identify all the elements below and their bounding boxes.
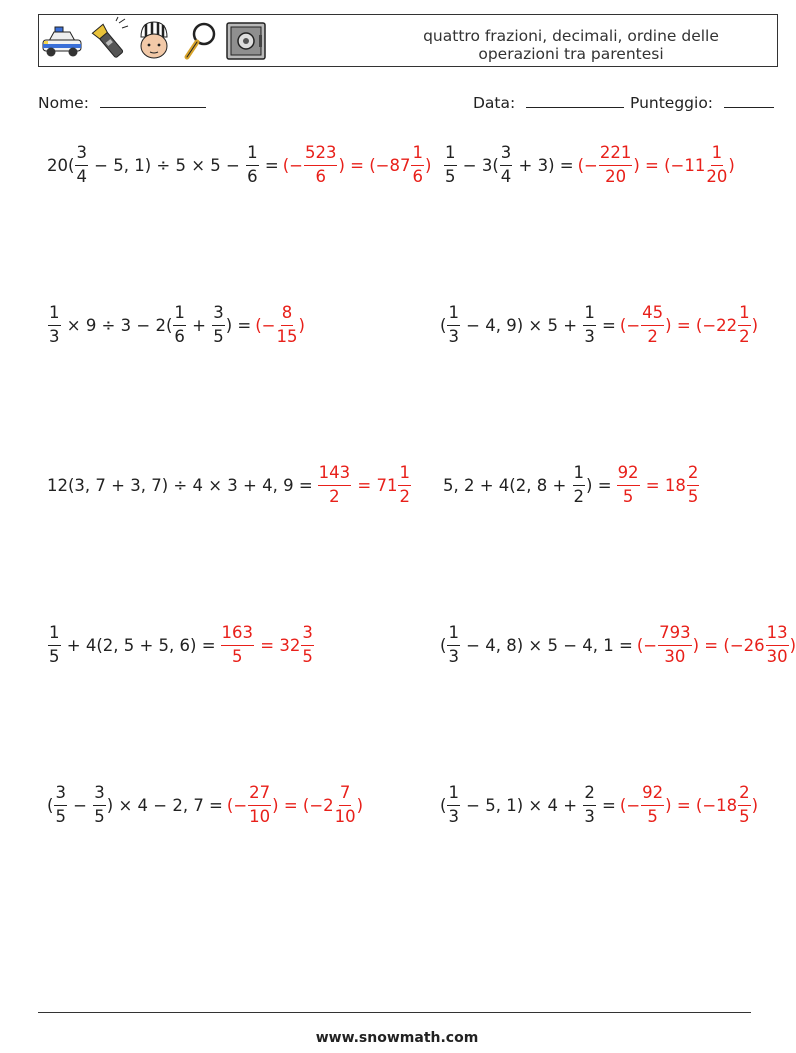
fraction xyxy=(304,145,338,185)
math-text: (− xyxy=(636,635,658,655)
fraction xyxy=(617,465,640,505)
fraction-numerator: 221 xyxy=(599,145,633,166)
problem-expression xyxy=(47,145,279,185)
fraction xyxy=(641,785,664,825)
problem-7 xyxy=(47,625,315,665)
math-text: = xyxy=(596,795,616,815)
problem-answer xyxy=(637,625,796,665)
fraction-denominator: 6 xyxy=(247,166,258,186)
fraction-numerator: 3 xyxy=(212,305,225,326)
fraction-denominator: 3 xyxy=(448,646,459,666)
fraction-denominator: 2 xyxy=(647,326,658,346)
math-text: ( xyxy=(440,795,447,815)
problem-1 xyxy=(47,145,431,185)
fraction-numerator: 27 xyxy=(248,785,271,806)
math-text: = xyxy=(596,315,616,335)
fraction-denominator: 30 xyxy=(664,646,686,666)
problem-answer xyxy=(227,785,363,825)
worksheet-title xyxy=(401,27,741,63)
math-text: ) xyxy=(424,155,432,175)
fraction-denominator: 4 xyxy=(76,166,87,186)
fraction-denominator: 3 xyxy=(584,806,595,826)
fraction-numerator: 1 xyxy=(711,145,724,166)
fraction-numerator: 523 xyxy=(304,145,338,166)
math-text: ) xyxy=(356,795,364,815)
fraction-denominator: 3 xyxy=(448,806,459,826)
fraction-denominator: 6 xyxy=(412,166,423,186)
fraction-numerator: 92 xyxy=(641,785,664,806)
problem-answer xyxy=(620,305,758,345)
fraction-denominator: 2 xyxy=(573,486,585,506)
fraction xyxy=(447,305,460,345)
math-text: = 71 xyxy=(352,475,398,495)
fraction xyxy=(301,625,314,665)
math-text: ) xyxy=(751,315,759,335)
fraction xyxy=(221,625,255,665)
math-text: = 18 xyxy=(640,475,686,495)
fraction xyxy=(48,305,61,345)
math-text: (− xyxy=(282,155,303,175)
math-text: + 4(2, 5 + 5, 6) = xyxy=(61,635,216,655)
problem-expression xyxy=(47,305,251,345)
score-field xyxy=(630,93,774,112)
math-text: ( xyxy=(440,315,447,335)
fraction-numerator: 13 xyxy=(766,625,789,646)
math-text: (− xyxy=(619,795,641,815)
fraction-denominator: 2 xyxy=(399,486,410,506)
fraction-numerator: 1 xyxy=(447,305,460,326)
fraction-numerator: 45 xyxy=(641,305,664,326)
fraction xyxy=(599,145,633,185)
fraction-numerator: 3 xyxy=(301,625,314,646)
score-label: Punteggio: xyxy=(630,94,714,112)
math-text: − 3( xyxy=(457,155,499,175)
fraction xyxy=(75,145,88,185)
math-text: 12(3, 7 + 3, 7) ÷ 4 × 3 + 4, 9 = xyxy=(47,475,313,495)
name-blank[interactable] xyxy=(100,93,206,108)
fraction-denominator: 5 xyxy=(622,486,634,506)
fraction xyxy=(48,625,61,665)
date-field xyxy=(473,93,624,112)
fraction-denominator: 5 xyxy=(49,646,60,666)
title-line-2: operazioni tra parentesi xyxy=(478,45,664,63)
fraction-denominator: 5 xyxy=(94,806,105,826)
problem-answer xyxy=(283,145,432,185)
fraction-numerator: 143 xyxy=(318,465,352,486)
fraction xyxy=(318,465,352,505)
worksheet-header xyxy=(38,14,778,67)
problem-answer xyxy=(616,465,701,505)
police-car-icon xyxy=(41,19,83,63)
problem-3 xyxy=(47,305,305,345)
math-text: (− xyxy=(619,315,641,335)
math-text: − 4, 9) × 5 + xyxy=(460,315,583,335)
fraction-numerator: 3 xyxy=(54,785,67,806)
problem-expression xyxy=(440,625,633,665)
fraction-denominator: 2 xyxy=(329,486,340,506)
fraction xyxy=(173,305,186,345)
fraction xyxy=(54,785,67,825)
fraction-denominator: 30 xyxy=(766,646,788,666)
fraction-numerator: 3 xyxy=(500,145,513,166)
fraction xyxy=(583,305,596,345)
name-field xyxy=(38,93,206,112)
problem-answer xyxy=(317,465,412,505)
fraction-numerator: 1 xyxy=(444,145,457,166)
fraction xyxy=(738,305,751,345)
fraction-numerator: 3 xyxy=(75,145,88,166)
fraction xyxy=(411,145,424,185)
fraction xyxy=(248,785,271,825)
fraction-numerator: 1 xyxy=(173,305,186,326)
math-text: (− xyxy=(255,315,276,335)
math-text: (− xyxy=(577,155,598,175)
problem-answer xyxy=(255,305,305,345)
math-text: − 5, 1) ÷ 5 × 5 − xyxy=(88,155,246,175)
fraction-numerator: 1 xyxy=(583,305,596,326)
fraction-numerator: 8 xyxy=(281,305,294,326)
problem-expression xyxy=(443,145,574,185)
fraction-numerator: 1 xyxy=(447,785,460,806)
fraction-numerator: 2 xyxy=(583,785,596,806)
problem-answer xyxy=(220,625,315,665)
fraction-denominator: 20 xyxy=(605,166,627,186)
math-text: ) xyxy=(298,315,305,335)
footer-divider xyxy=(38,1012,751,1013)
math-text: ) = (−11 xyxy=(633,155,706,175)
fraction xyxy=(447,785,460,825)
fraction xyxy=(444,145,457,185)
fraction-numerator: 1 xyxy=(573,465,586,486)
fraction xyxy=(706,145,727,185)
fraction-denominator: 5 xyxy=(445,166,456,186)
fraction-denominator: 6 xyxy=(315,166,326,186)
fraction-numerator: 2 xyxy=(687,465,700,486)
fraction xyxy=(277,305,298,345)
problem-answer xyxy=(620,785,758,825)
math-text: = xyxy=(259,155,279,175)
fraction-numerator: 1 xyxy=(48,625,61,646)
math-text: + 3) = xyxy=(513,155,574,175)
fraction xyxy=(738,785,751,825)
math-text: = 32 xyxy=(255,635,301,655)
math-text: 20( xyxy=(47,155,75,175)
title-line-1: quattro frazioni, decimali, ordine delle xyxy=(423,27,719,45)
fraction-numerator: 163 xyxy=(221,625,255,646)
math-text: ) xyxy=(751,795,759,815)
math-text: ) xyxy=(789,635,796,655)
fraction-denominator: 20 xyxy=(706,166,728,186)
fraction xyxy=(687,465,700,505)
fraction-denominator: 6 xyxy=(174,326,185,346)
fraction-numerator: 1 xyxy=(738,305,751,326)
fraction-numerator: 1 xyxy=(246,145,259,166)
fraction xyxy=(398,465,411,505)
fraction xyxy=(583,785,596,825)
fraction-denominator: 5 xyxy=(213,326,224,346)
math-text: ) = (−22 xyxy=(665,315,738,335)
fraction-denominator: 10 xyxy=(334,806,356,826)
safe-icon xyxy=(225,19,267,63)
math-text: ) = xyxy=(225,315,252,335)
math-text: ) xyxy=(728,155,735,175)
fraction-denominator: 3 xyxy=(448,326,459,346)
fraction-numerator: 1 xyxy=(411,145,424,166)
fraction xyxy=(500,145,513,185)
math-text: − 4, 8) × 5 − 4, 1 = xyxy=(460,635,633,655)
math-text: ) = (−26 xyxy=(692,635,765,655)
fraction-denominator: 5 xyxy=(232,646,243,666)
math-text: ) × 4 − 2, 7 = xyxy=(106,795,223,815)
fraction-numerator: 2 xyxy=(738,785,751,806)
math-text: + xyxy=(186,315,212,335)
fraction-numerator: 7 xyxy=(339,785,352,806)
fraction-numerator: 1 xyxy=(398,465,411,486)
problem-4 xyxy=(440,305,758,345)
problem-expression xyxy=(47,785,223,825)
fraction-denominator: 5 xyxy=(302,646,313,666)
fraction-numerator: 793 xyxy=(658,625,692,646)
fraction-denominator: 3 xyxy=(49,326,60,346)
fraction-denominator: 2 xyxy=(739,326,750,346)
problem-expression xyxy=(440,305,616,345)
problem-expression xyxy=(47,476,313,495)
fraction xyxy=(766,625,789,665)
fraction-denominator: 4 xyxy=(500,166,512,186)
math-text: ( xyxy=(47,795,54,815)
date-label: Data: xyxy=(473,94,516,112)
math-text: (− xyxy=(226,795,248,815)
fraction xyxy=(658,625,692,665)
date-blank[interactable] xyxy=(526,93,624,108)
fraction xyxy=(246,145,259,185)
math-text: ) = (−18 xyxy=(665,795,738,815)
fraction-denominator: 5 xyxy=(55,806,66,826)
fraction xyxy=(93,785,106,825)
problem-10 xyxy=(440,785,758,825)
problem-expression xyxy=(440,785,616,825)
problem-answer xyxy=(578,145,735,185)
math-text: − xyxy=(67,795,93,815)
fraction-numerator: 1 xyxy=(48,305,61,326)
fraction-denominator: 5 xyxy=(687,486,699,506)
header-icons xyxy=(41,19,267,63)
fraction-denominator: 5 xyxy=(739,806,750,826)
fraction-denominator: 15 xyxy=(276,326,298,346)
problem-expression xyxy=(47,625,216,665)
fraction xyxy=(335,785,356,825)
footer-url: www.snowmath.com xyxy=(315,1030,479,1046)
math-text: 5, 2 + 4(2, 8 + xyxy=(443,475,572,495)
fraction xyxy=(573,465,586,505)
fraction-denominator: 10 xyxy=(249,806,271,826)
problem-2 xyxy=(443,145,735,185)
prisoner-icon xyxy=(133,19,175,63)
math-text: ) = xyxy=(586,475,612,495)
score-blank[interactable] xyxy=(724,93,774,108)
math-text: − 5, 1) × 4 + xyxy=(460,795,583,815)
fraction xyxy=(212,305,225,345)
flashlight-icon xyxy=(87,19,129,63)
name-label: Nome: xyxy=(38,94,89,112)
fraction-numerator: 92 xyxy=(617,465,640,486)
math-text: × 9 ÷ 3 − 2( xyxy=(61,315,173,335)
problem-8 xyxy=(440,625,796,665)
fraction-numerator: 1 xyxy=(447,625,460,646)
math-text: ( xyxy=(440,635,447,655)
problem-9 xyxy=(47,785,363,825)
problem-6 xyxy=(443,465,700,505)
fraction xyxy=(447,625,460,665)
math-text: ) = (−87 xyxy=(338,155,411,175)
magnifying-glass-icon xyxy=(179,19,221,63)
fraction-denominator: 3 xyxy=(584,326,595,346)
fraction-numerator: 3 xyxy=(93,785,106,806)
fraction-denominator: 5 xyxy=(647,806,658,826)
problem-expression xyxy=(443,465,612,505)
problem-5 xyxy=(47,465,412,505)
math-text: ) = (−2 xyxy=(272,795,334,815)
fraction xyxy=(641,305,664,345)
